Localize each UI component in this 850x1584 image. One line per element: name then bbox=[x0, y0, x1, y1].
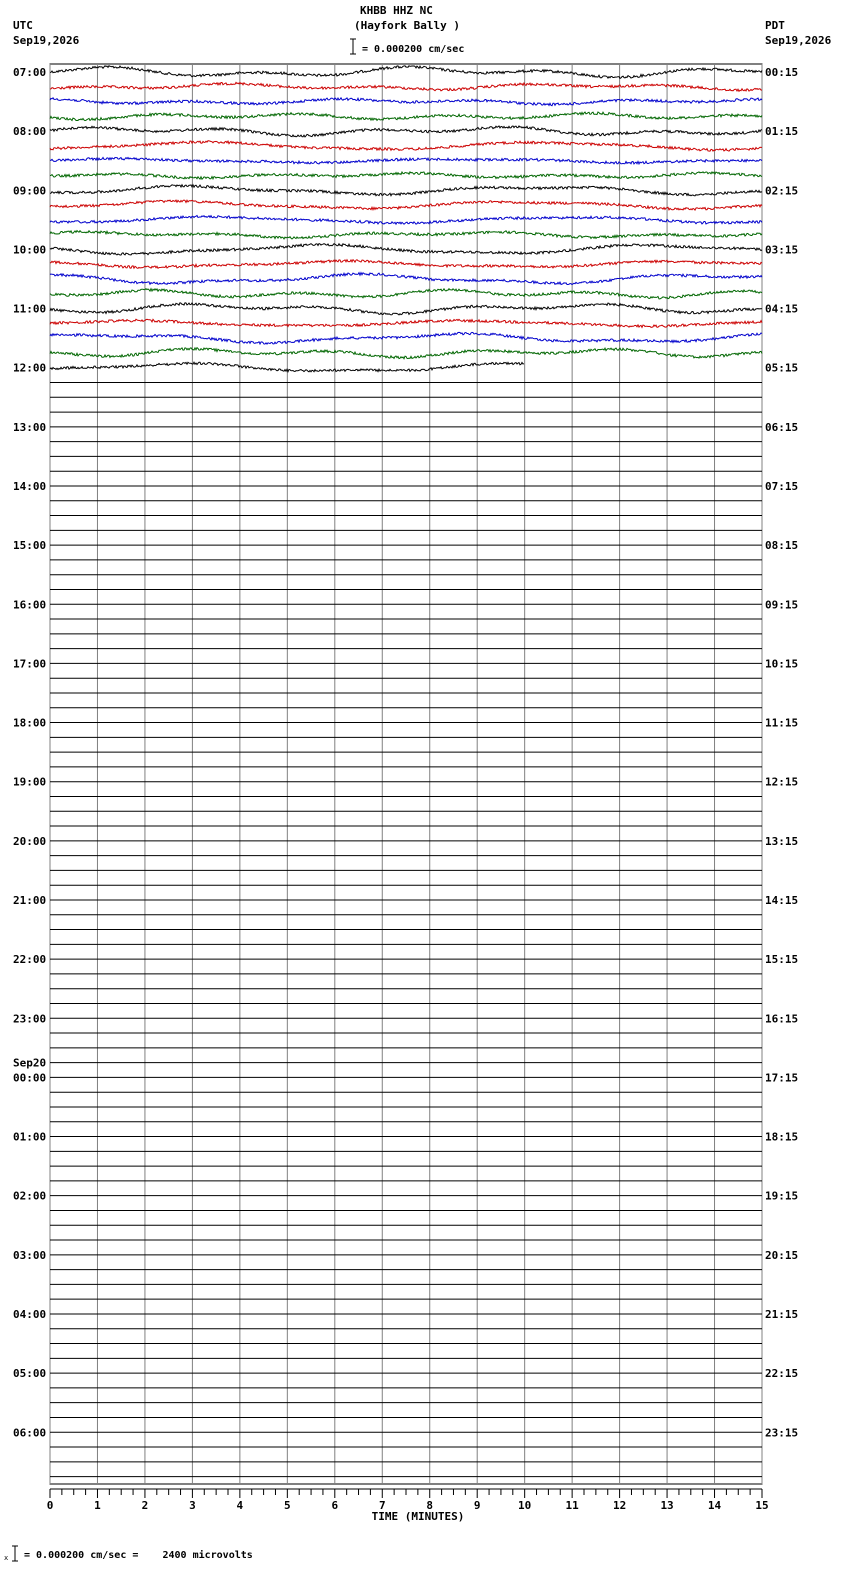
utc-hour-label: 02:00 bbox=[13, 1189, 47, 1203]
x-tick-label: 7 bbox=[378, 1499, 386, 1512]
seismic-trace bbox=[50, 98, 762, 106]
pdt-hour-label: 08:15 bbox=[765, 539, 799, 553]
seismic-trace bbox=[50, 319, 762, 327]
seismic-trace bbox=[50, 303, 762, 315]
utc-hour-label: 03:00 bbox=[13, 1248, 47, 1262]
utc-hour-label: 04:00 bbox=[13, 1307, 47, 1321]
seismic-trace bbox=[50, 244, 762, 255]
pdt-hour-label: 05:15 bbox=[765, 361, 799, 375]
utc-hour-label: 09:00 bbox=[13, 184, 47, 198]
pdt-hour-label: 16:15 bbox=[765, 1012, 799, 1026]
utc-hour-label: 18:00 bbox=[13, 716, 47, 730]
pdt-hour-label: 06:15 bbox=[765, 420, 799, 434]
footer-scale-bar-icon bbox=[4, 1545, 20, 1563]
utc-hour-label: 08:00 bbox=[13, 125, 47, 139]
x-tick-label: 9 bbox=[473, 1499, 481, 1512]
pdt-hour-label: 11:15 bbox=[765, 716, 799, 730]
right-timezone: PDT bbox=[765, 19, 785, 32]
x-tick-label: 3 bbox=[189, 1499, 196, 1512]
x-tick-label: 2 bbox=[141, 1499, 149, 1512]
pdt-hour-label: 14:15 bbox=[765, 893, 799, 907]
seismic-trace bbox=[50, 200, 762, 210]
left-timezone: UTC bbox=[13, 19, 33, 32]
seismic-trace bbox=[50, 82, 762, 91]
seismic-trace bbox=[50, 231, 762, 239]
date-change-label: Sep20 bbox=[13, 1056, 47, 1070]
utc-hour-label: 15:00 bbox=[13, 539, 47, 553]
seismic-trace bbox=[50, 289, 762, 299]
x-tick-label: 1 bbox=[94, 1499, 101, 1512]
utc-hour-label: 14:00 bbox=[13, 479, 47, 493]
x-tick-label: 0 bbox=[46, 1499, 54, 1512]
x-tick-label: 12 bbox=[612, 1499, 627, 1512]
pdt-hour-label: 18:15 bbox=[765, 1130, 799, 1144]
seismic-trace bbox=[50, 172, 762, 179]
x-tick-label: 6 bbox=[331, 1499, 339, 1512]
utc-hour-label: 00:00 bbox=[13, 1071, 47, 1085]
grid-lines bbox=[50, 64, 762, 1484]
utc-hour-label: 06:00 bbox=[13, 1426, 47, 1440]
x-axis bbox=[47, 1489, 769, 1523]
pdt-hour-label: 19:15 bbox=[765, 1189, 799, 1203]
x-tick-label: 8 bbox=[426, 1499, 434, 1512]
pdt-hour-label: 00:15 bbox=[765, 66, 799, 79]
pdt-hour-label: 07:15 bbox=[765, 479, 799, 493]
utc-hour-label: 20:00 bbox=[13, 834, 47, 848]
seismic-trace bbox=[50, 157, 762, 164]
x-axis-title: TIME (MINUTES) bbox=[371, 1510, 465, 1523]
station-title: KHBB HHZ NC bbox=[360, 4, 433, 17]
utc-hour-label: 21:00 bbox=[13, 893, 47, 907]
utc-hour-label: 19:00 bbox=[13, 775, 47, 789]
pdt-hour-label: 09:15 bbox=[765, 598, 799, 612]
seismic-trace bbox=[50, 66, 762, 79]
seismic-trace bbox=[50, 216, 762, 225]
seismic-trace bbox=[50, 185, 762, 196]
pdt-hour-label: 17:15 bbox=[765, 1071, 799, 1085]
utc-hour-label: 11:00 bbox=[13, 302, 47, 316]
utc-hour-label: 01:00 bbox=[13, 1130, 47, 1144]
pdt-hour-label: 13:15 bbox=[765, 834, 799, 848]
pdt-hour-label: 04:15 bbox=[765, 302, 799, 316]
x-tick-label: 5 bbox=[284, 1499, 291, 1512]
x-tick-label: 10 bbox=[518, 1499, 532, 1512]
utc-hour-label: 10:00 bbox=[13, 243, 47, 257]
pdt-hour-label: 23:15 bbox=[765, 1426, 799, 1440]
left-date: Sep19,2026 bbox=[13, 34, 80, 47]
pdt-hour-label: 15:15 bbox=[765, 953, 799, 967]
svg-text:x: x bbox=[4, 1554, 9, 1562]
seismic-trace bbox=[50, 112, 762, 121]
utc-hour-label: 07:00 bbox=[13, 66, 47, 79]
pdt-hour-label: 22:15 bbox=[765, 1367, 799, 1381]
utc-hour-label: 13:00 bbox=[13, 420, 47, 434]
x-tick-label: 13 bbox=[660, 1499, 674, 1512]
utc-hour-label: 16:00 bbox=[13, 598, 47, 612]
utc-hour-label: 05:00 bbox=[13, 1367, 47, 1381]
pdt-hour-label: 21:15 bbox=[765, 1307, 799, 1321]
x-tick-label: 11 bbox=[565, 1499, 579, 1512]
utc-hour-label: 12:00 bbox=[13, 361, 47, 375]
pdt-hour-label: 02:15 bbox=[765, 184, 799, 198]
station-location: (Hayfork Bally ) bbox=[354, 19, 460, 32]
traces bbox=[50, 66, 762, 1477]
pdt-hour-label: 20:15 bbox=[765, 1248, 799, 1262]
utc-hour-label: 17:00 bbox=[13, 657, 47, 671]
utc-hour-label: 23:00 bbox=[13, 1012, 47, 1026]
pdt-hour-label: 10:15 bbox=[765, 657, 799, 671]
footer-scale-label: = 0.000200 cm/sec = 2400 microvolts bbox=[24, 1550, 253, 1561]
seismic-trace bbox=[50, 273, 762, 285]
pdt-hour-label: 12:15 bbox=[765, 775, 799, 789]
x-tick-label: 15 bbox=[755, 1499, 769, 1512]
x-tick-label: 14 bbox=[707, 1499, 722, 1512]
seismic-trace bbox=[50, 260, 762, 269]
seismic-trace bbox=[50, 126, 762, 137]
x-tick-label: 4 bbox=[236, 1499, 244, 1512]
right-date: Sep19,2026 bbox=[765, 34, 832, 47]
seismic-trace bbox=[50, 141, 762, 152]
seismic-trace bbox=[50, 332, 762, 344]
plot-frame bbox=[50, 64, 762, 1484]
pdt-hour-label: 03:15 bbox=[765, 243, 799, 257]
seismic-trace bbox=[50, 348, 762, 359]
scale-label: = 0.000200 cm/sec bbox=[362, 44, 465, 55]
utc-hour-label: 22:00 bbox=[13, 953, 47, 967]
pdt-hour-label: 01:15 bbox=[765, 125, 799, 139]
